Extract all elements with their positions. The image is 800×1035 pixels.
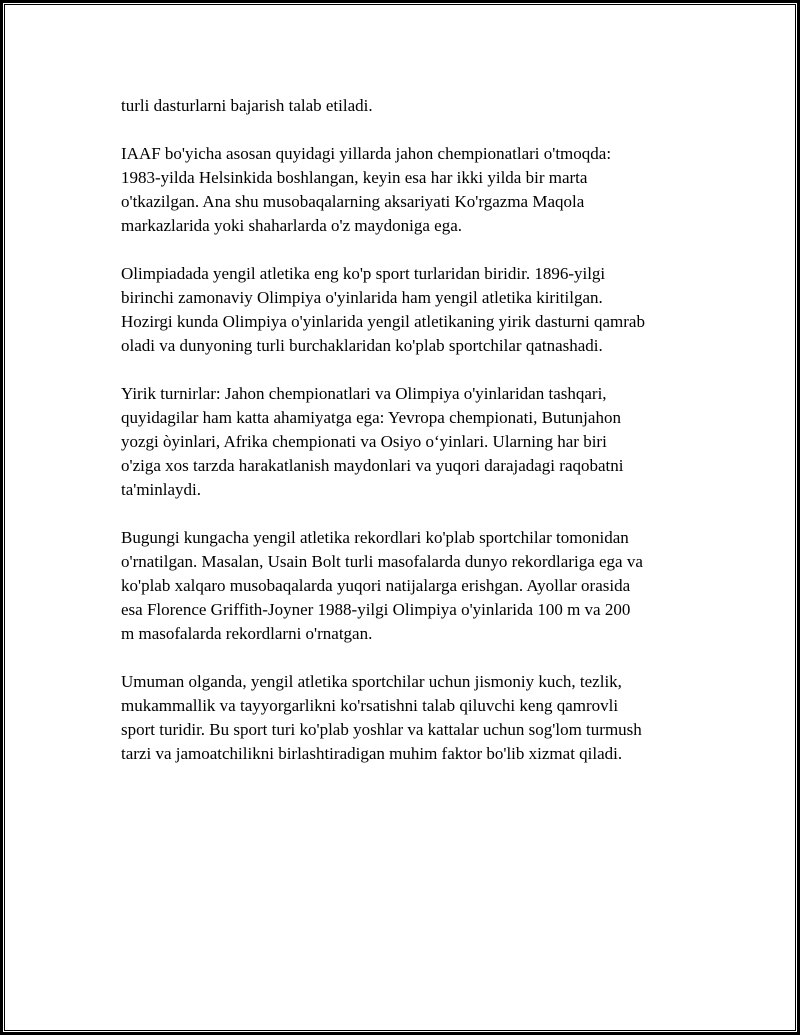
paragraph-5: Bugungi kungacha yengil atletika rekordlari ko'plab sportchilar tomonidan o'rnatilgan. Masalan, Usain Bolt turli masofalarda dunyo rekordlariga ega va ko'plab xalqaro musobaqalarda yuqori natijalarga erishgan. Ayollar orasida esa Florence Griffith-Joyner 1988-yilgi Olimpiya o'yinlarida 100 m va 200 m masofalarda rekordlarni o'rnatgan. — [121, 528, 643, 643]
document-body — [121, 94, 701, 790]
paragraph-6: Umuman olganda, yengil atletika sportchilar uchun jismoniy kuch, tezlik, mukammallik va tayyorgarlikni ko'rsatishni talab qiluvchi keng qamrovli sport turidir. Bu sport turi ko'plab yoshlar va kattalar uchun sog'lom turmush tarzi va jamoatchilikni birlashtiradigan muhim faktor bo'lib xizmat qiladi. — [121, 672, 642, 763]
paragraph-1: turli dasturlarni bajarish talab etiladi. — [121, 96, 373, 115]
paragraph-3: Olimpiadada yengil atletika eng ko'p sport turlaridan biridir. 1896-yilgi birinchi zamonaviy Olimpiya o'yinlarida ham yengil atletika kiritilgan. Hozirgi kunda Olimpiya o'yinlarida yengil atletikaning yirik dasturni qamrab oladi va dunyoning turli burchaklaridan ko'plab sportchilar qatnashadi. — [121, 264, 645, 355]
paragraph-4: Yirik turnirlar: Jahon chempionatlari va Olimpiya o'yinlaridan tashqari, quyidagilar ham katta ahamiyatga ega: Yevropa chempionati, Butunjahon yozgi òyinlari, Afrika chempionati va Osiyo o‘yinlari. Ularning har biri o'ziga xos tarzda harakatlanish maydonlari va yuqori darajadagi raqobatni ta'minlaydi. — [121, 384, 624, 499]
paragraph-2: IAAF bo'yicha asosan quyidagi yillarda jahon chempionatlari o'tmoqda: 1983-yilda Helsinkida boshlangan, keyin esa har ikki yilda bir marta o'tkazilgan. Ana shu musobaqalarning aksariyati Ko'rgazma Maqola markazlarida yoki shaharlarda o'z maydoniga ega. — [121, 144, 612, 235]
